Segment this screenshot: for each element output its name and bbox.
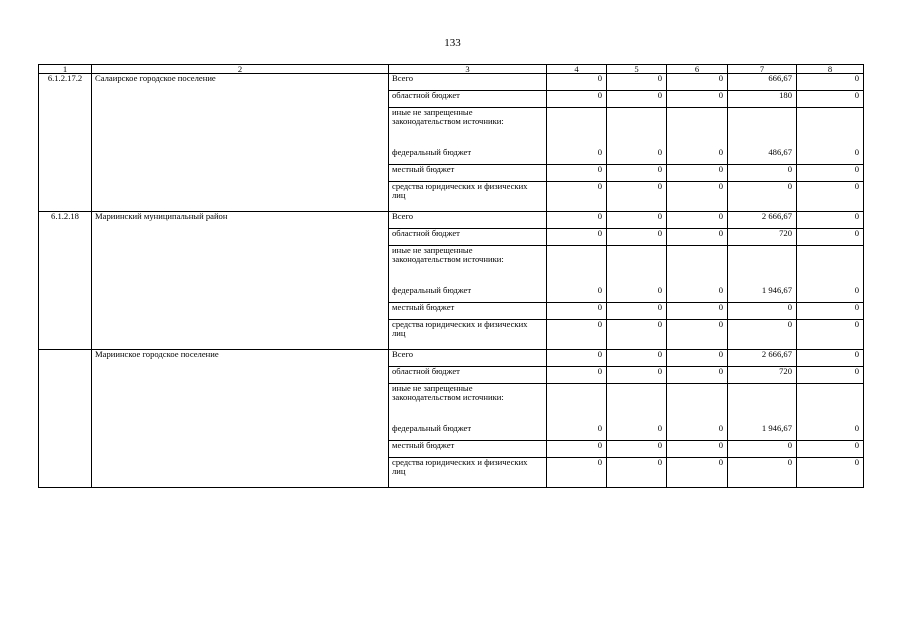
value-cell-c4: 0 — [547, 303, 607, 320]
table-row — [39, 182, 864, 212]
row-name-empty — [92, 303, 389, 320]
page-number: 133 — [444, 37, 461, 49]
row-name-empty — [92, 108, 389, 148]
value-cell-c5: 0 — [607, 182, 667, 212]
value-cell-c7 — [728, 384, 797, 424]
value-cell-c4: 0 — [547, 458, 607, 488]
value-cell-c4: 0 — [547, 148, 607, 165]
row-label: иные не запрещенные законодательством источники: — [389, 108, 547, 148]
value-cell-c8: 0 — [797, 148, 864, 165]
value-cell-c8: 0 — [797, 367, 864, 384]
value-cell-c7: 0 — [728, 165, 797, 182]
row-code: 6.1.2.17.2 — [39, 74, 92, 91]
row-code-empty — [39, 246, 92, 286]
table-row — [39, 367, 864, 384]
header-cell-8: 8 — [797, 65, 864, 74]
value-cell-c6: 0 — [667, 286, 728, 303]
row-label: средства юридических и физических лиц — [389, 320, 547, 350]
value-cell-c7: 2 666,67 — [728, 350, 797, 367]
row-name-empty — [92, 320, 389, 350]
value-cell-c6: 0 — [667, 165, 728, 182]
value-cell-c7: 0 — [728, 303, 797, 320]
table-row — [39, 458, 864, 488]
header-cell-6: 6 — [667, 65, 728, 74]
row-name: Мариинский муниципальный район — [92, 212, 389, 229]
value-cell-c4: 0 — [547, 286, 607, 303]
value-cell-c8: 0 — [797, 229, 864, 246]
value-cell-c4 — [547, 246, 607, 286]
value-cell-c5: 0 — [607, 367, 667, 384]
value-cell-c7: 1 946,67 — [728, 424, 797, 441]
row-code-empty — [39, 91, 92, 108]
row-label: федеральный бюджет — [389, 286, 547, 303]
header-cell-2: 2 — [92, 65, 389, 74]
row-name-empty — [92, 165, 389, 182]
row-name-empty — [92, 229, 389, 246]
value-cell-c6 — [667, 108, 728, 148]
value-cell-c5: 0 — [607, 303, 667, 320]
row-name-empty — [92, 458, 389, 488]
row-label: иные не запрещенные законодательством источники: — [389, 246, 547, 286]
value-cell-c5: 0 — [607, 229, 667, 246]
value-cell-c4: 0 — [547, 424, 607, 441]
value-cell-c5: 0 — [607, 148, 667, 165]
value-cell-c7: 0 — [728, 320, 797, 350]
value-cell-c6: 0 — [667, 367, 728, 384]
header-cell-1: 1 — [39, 65, 92, 74]
table-row — [39, 286, 864, 303]
table-row — [39, 384, 864, 424]
value-cell-c7: 0 — [728, 441, 797, 458]
value-cell-c6: 0 — [667, 91, 728, 108]
value-cell-c5: 0 — [607, 91, 667, 108]
value-cell-c7: 666,67 — [728, 74, 797, 91]
value-cell-c8: 0 — [797, 212, 864, 229]
value-cell-c8: 0 — [797, 458, 864, 488]
row-label: Всего — [389, 350, 547, 367]
value-cell-c4: 0 — [547, 165, 607, 182]
value-cell-c6: 0 — [667, 74, 728, 91]
value-cell-c5: 0 — [607, 424, 667, 441]
table-row — [39, 229, 864, 246]
row-name-empty — [92, 91, 389, 108]
value-cell-c4: 0 — [547, 367, 607, 384]
row-label: местный бюджет — [389, 303, 547, 320]
value-cell-c5: 0 — [607, 212, 667, 229]
row-code-empty — [39, 458, 92, 488]
table-row — [39, 165, 864, 182]
value-cell-c8: 0 — [797, 424, 864, 441]
table-row — [39, 350, 864, 367]
row-name: Мариинское городское поселение — [92, 350, 389, 367]
table-row — [39, 246, 864, 286]
value-cell-c5 — [607, 246, 667, 286]
value-cell-c5: 0 — [607, 320, 667, 350]
table-row — [39, 91, 864, 108]
header-cell-5: 5 — [607, 65, 667, 74]
value-cell-c8: 0 — [797, 441, 864, 458]
value-cell-c7: 180 — [728, 91, 797, 108]
row-label: средства юридических и физических лиц — [389, 182, 547, 212]
table-row — [39, 320, 864, 350]
row-label: средства юридических и физических лиц — [389, 458, 547, 488]
value-cell-c4 — [547, 108, 607, 148]
value-cell-c5 — [607, 384, 667, 424]
value-cell-c8: 0 — [797, 74, 864, 91]
value-cell-c8: 0 — [797, 91, 864, 108]
row-code-empty — [39, 303, 92, 320]
value-cell-c6: 0 — [667, 320, 728, 350]
value-cell-c4: 0 — [547, 350, 607, 367]
row-code-empty — [39, 441, 92, 458]
row-name-empty — [92, 246, 389, 286]
value-cell-c5 — [607, 108, 667, 148]
header-cell-3: 3 — [389, 65, 547, 74]
value-cell-c5: 0 — [607, 286, 667, 303]
table-row — [39, 424, 864, 441]
value-cell-c8 — [797, 246, 864, 286]
value-cell-c4: 0 — [547, 74, 607, 91]
value-cell-c6: 0 — [667, 458, 728, 488]
value-cell-c4: 0 — [547, 229, 607, 246]
value-cell-c7 — [728, 246, 797, 286]
row-label: областной бюджет — [389, 229, 547, 246]
row-label: областной бюджет — [389, 367, 547, 384]
row-code-empty — [39, 229, 92, 246]
value-cell-c5: 0 — [607, 458, 667, 488]
row-code-empty — [39, 320, 92, 350]
table-row — [39, 212, 864, 229]
value-cell-c6: 0 — [667, 229, 728, 246]
value-cell-c7: 0 — [728, 458, 797, 488]
row-code-empty — [39, 165, 92, 182]
row-name-empty — [92, 286, 389, 303]
value-cell-c8: 0 — [797, 350, 864, 367]
header-cell-4: 4 — [547, 65, 607, 74]
value-cell-c6: 0 — [667, 424, 728, 441]
value-cell-c6: 0 — [667, 212, 728, 229]
table-row — [39, 148, 864, 165]
table-row — [39, 74, 864, 91]
row-code — [39, 350, 92, 367]
row-code-empty — [39, 286, 92, 303]
row-code-empty — [39, 108, 92, 148]
value-cell-c6: 0 — [667, 182, 728, 212]
row-name-empty — [92, 441, 389, 458]
row-label: Всего — [389, 74, 547, 91]
row-name-empty — [92, 148, 389, 165]
value-cell-c7: 0 — [728, 182, 797, 212]
value-cell-c4: 0 — [547, 320, 607, 350]
value-cell-c7: 720 — [728, 367, 797, 384]
value-cell-c8 — [797, 384, 864, 424]
row-code-empty — [39, 424, 92, 441]
row-name-empty — [92, 367, 389, 384]
value-cell-c5: 0 — [607, 74, 667, 91]
row-name-empty — [92, 384, 389, 424]
row-code-empty — [39, 182, 92, 212]
row-code-empty — [39, 384, 92, 424]
header-cell-7: 7 — [728, 65, 797, 74]
value-cell-c8: 0 — [797, 320, 864, 350]
value-cell-c7 — [728, 108, 797, 148]
value-cell-c7: 486,67 — [728, 148, 797, 165]
value-cell-c8 — [797, 108, 864, 148]
value-cell-c8: 0 — [797, 165, 864, 182]
value-cell-c4: 0 — [547, 212, 607, 229]
value-cell-c5: 0 — [607, 441, 667, 458]
value-cell-c5: 0 — [607, 165, 667, 182]
row-code: 6.1.2.18 — [39, 212, 92, 229]
value-cell-c4: 0 — [547, 182, 607, 212]
value-cell-c6: 0 — [667, 350, 728, 367]
table-row — [39, 303, 864, 320]
value-cell-c8: 0 — [797, 286, 864, 303]
value-cell-c7: 2 666,67 — [728, 212, 797, 229]
value-cell-c4 — [547, 384, 607, 424]
row-label: иные не запрещенные законодательством источники: — [389, 384, 547, 424]
value-cell-c4: 0 — [547, 441, 607, 458]
row-label: федеральный бюджет — [389, 148, 547, 165]
budget-table — [38, 64, 864, 488]
value-cell-c6 — [667, 246, 728, 286]
row-label: областной бюджет — [389, 91, 547, 108]
value-cell-c8: 0 — [797, 182, 864, 212]
row-code-empty — [39, 148, 92, 165]
row-name-empty — [92, 424, 389, 441]
row-label: местный бюджет — [389, 165, 547, 182]
row-name-empty — [92, 182, 389, 212]
value-cell-c7: 1 946,67 — [728, 286, 797, 303]
value-cell-c6: 0 — [667, 148, 728, 165]
value-cell-c6: 0 — [667, 303, 728, 320]
value-cell-c7: 720 — [728, 229, 797, 246]
value-cell-c6: 0 — [667, 441, 728, 458]
row-name: Салаирское городское поселение — [92, 74, 389, 91]
value-cell-c6 — [667, 384, 728, 424]
table-row — [39, 108, 864, 148]
row-label: федеральный бюджет — [389, 424, 547, 441]
value-cell-c8: 0 — [797, 303, 864, 320]
value-cell-c5: 0 — [607, 350, 667, 367]
row-code-empty — [39, 367, 92, 384]
row-label: Всего — [389, 212, 547, 229]
value-cell-c4: 0 — [547, 91, 607, 108]
row-label: местный бюджет — [389, 441, 547, 458]
table-row — [39, 441, 864, 458]
